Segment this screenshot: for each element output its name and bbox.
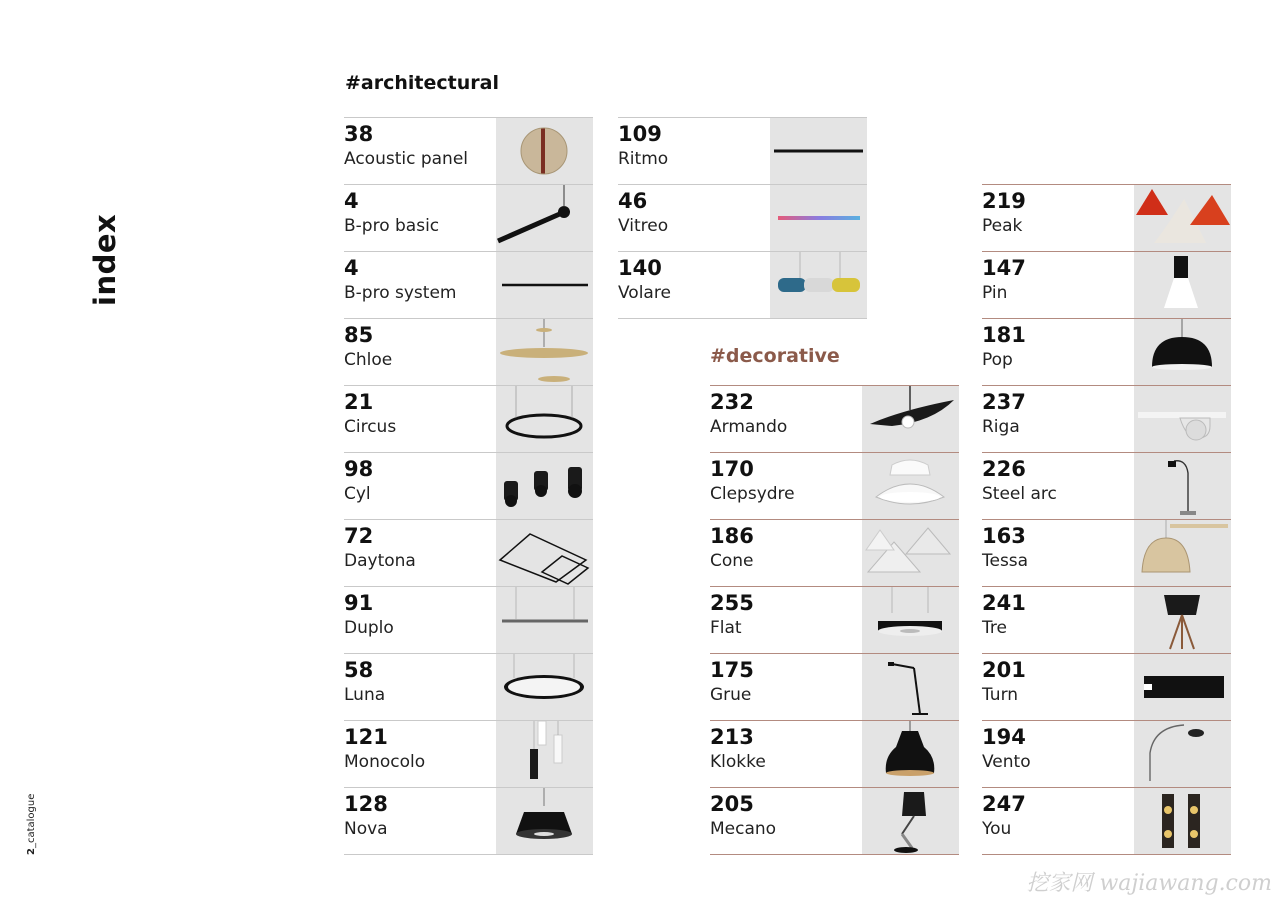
index-entry-volare bbox=[618, 251, 867, 319]
entry-product-name: Peak bbox=[982, 216, 1023, 236]
entry-page-number: 247 bbox=[982, 792, 1026, 816]
index-entry-armando bbox=[710, 385, 959, 452]
entry-product-name: Acoustic panel bbox=[344, 149, 469, 169]
entry-product-name: Flat bbox=[710, 618, 742, 638]
page-title: index bbox=[88, 213, 122, 306]
entry-product-name: Vitreo bbox=[618, 216, 669, 236]
entry-product-name: Turn bbox=[982, 685, 1019, 705]
index-entry-tessa bbox=[982, 519, 1231, 586]
entry-page-number: 232 bbox=[710, 390, 754, 414]
entry-product-name: Steel arc bbox=[982, 484, 1057, 504]
entry-page-number: 98 bbox=[344, 457, 374, 481]
tessa-icon bbox=[1134, 520, 1231, 586]
entry-product-name: Pin bbox=[982, 283, 1008, 303]
vitreo-icon bbox=[770, 185, 867, 251]
ritmo-icon bbox=[770, 118, 867, 184]
index-entry-vitreo bbox=[618, 184, 867, 251]
entry-product-name: B-pro system bbox=[344, 283, 457, 303]
entry-product-name: Volare bbox=[618, 283, 671, 303]
nova-icon bbox=[496, 788, 593, 854]
entry-page-number: 85 bbox=[344, 323, 374, 347]
entry-page-number: 213 bbox=[710, 725, 754, 749]
entry-product-name: B-pro basic bbox=[344, 216, 440, 236]
index-entry-nova bbox=[344, 787, 593, 855]
b-pro-basic-icon bbox=[496, 185, 593, 251]
index-entry-luna bbox=[344, 653, 593, 720]
page-label: _catalogue bbox=[26, 793, 37, 849]
index-entry-mecano bbox=[710, 787, 959, 855]
entry-product-name: Riga bbox=[982, 417, 1020, 437]
daytona-icon bbox=[496, 520, 593, 586]
vento-icon bbox=[1134, 721, 1231, 787]
entry-product-name: Grue bbox=[710, 685, 752, 705]
index-entry-pop bbox=[982, 318, 1231, 385]
entry-page-number: 72 bbox=[344, 524, 374, 548]
entry-page-number: 201 bbox=[982, 658, 1026, 682]
tre-icon bbox=[1134, 587, 1231, 653]
index-entry-riga bbox=[982, 385, 1231, 452]
turn-icon bbox=[1134, 654, 1231, 720]
mecano-icon bbox=[862, 788, 959, 854]
index-entry-chloe bbox=[344, 318, 593, 385]
klokke-icon bbox=[862, 721, 959, 787]
entry-product-name: Daytona bbox=[344, 551, 416, 571]
entry-page-number: 46 bbox=[618, 189, 648, 213]
steel-arc-icon bbox=[1134, 453, 1231, 519]
entry-page-number: 255 bbox=[710, 591, 754, 615]
entry-page-number: 91 bbox=[344, 591, 374, 615]
entry-product-name: Circus bbox=[344, 417, 397, 437]
entry-page-number: 194 bbox=[982, 725, 1026, 749]
entry-page-number: 219 bbox=[982, 189, 1026, 213]
riga-icon bbox=[1134, 386, 1231, 452]
cone-icon bbox=[862, 520, 959, 586]
entry-product-name: Nova bbox=[344, 819, 388, 839]
decorative-column-1 bbox=[710, 385, 959, 855]
entry-page-number: 186 bbox=[710, 524, 754, 548]
peak-icon bbox=[1134, 185, 1231, 251]
entry-page-number: 128 bbox=[344, 792, 388, 816]
acoustic-panel-icon bbox=[496, 118, 593, 184]
index-entry-flat bbox=[710, 586, 959, 653]
page-footer bbox=[26, 794, 37, 855]
entry-page-number: 205 bbox=[710, 792, 754, 816]
circus-icon bbox=[496, 386, 593, 452]
index-entry-clepsydre bbox=[710, 452, 959, 519]
index-entry-b-pro-system bbox=[344, 251, 593, 318]
duplo-icon bbox=[496, 587, 593, 653]
entry-page-number: 163 bbox=[982, 524, 1026, 548]
index-entry-klokke bbox=[710, 720, 959, 787]
luna-icon bbox=[496, 654, 593, 720]
entry-product-name: Chloe bbox=[344, 350, 393, 370]
entry-page-number: 58 bbox=[344, 658, 374, 682]
entry-product-name: Cyl bbox=[344, 484, 371, 504]
index-entry-peak bbox=[982, 184, 1231, 251]
index-entry-b-pro-basic bbox=[344, 184, 593, 251]
entry-page-number: 121 bbox=[344, 725, 388, 749]
entry-page-number: 241 bbox=[982, 591, 1026, 615]
index-entry-cone bbox=[710, 519, 959, 586]
decorative-column-2 bbox=[982, 184, 1231, 855]
index-entry-daytona bbox=[344, 519, 593, 586]
entry-product-name: Tessa bbox=[982, 551, 1029, 571]
page-number: 2 bbox=[26, 848, 37, 855]
monocolo-icon bbox=[496, 721, 593, 787]
volare-icon bbox=[770, 252, 867, 318]
index-entry-steel-arc bbox=[982, 452, 1231, 519]
entry-page-number: 170 bbox=[710, 457, 754, 481]
index-entry-cyl bbox=[344, 452, 593, 519]
architectural-column-2 bbox=[618, 117, 867, 319]
clepsydre-icon bbox=[862, 453, 959, 519]
entry-product-name: Luna bbox=[344, 685, 386, 705]
entry-product-name: Clepsydre bbox=[710, 484, 795, 504]
index-entry-ritmo bbox=[618, 117, 867, 184]
watermark: 挖家网 wajiawang.com bbox=[1026, 871, 1272, 896]
entry-product-name: Armando bbox=[710, 417, 788, 437]
entry-product-name: Ritmo bbox=[618, 149, 669, 169]
index-entry-circus bbox=[344, 385, 593, 452]
entry-page-number: 147 bbox=[982, 256, 1026, 280]
entry-product-name: You bbox=[982, 819, 1012, 839]
index-entry-you bbox=[982, 787, 1231, 855]
grue-icon bbox=[862, 654, 959, 720]
you-icon bbox=[1134, 788, 1231, 854]
section-architectural-heading: #architectural bbox=[345, 72, 499, 94]
index-entry-pin bbox=[982, 251, 1231, 318]
entry-product-name: Duplo bbox=[344, 618, 394, 638]
entry-product-name: Cone bbox=[710, 551, 754, 571]
flat-icon bbox=[862, 587, 959, 653]
entry-product-name: Vento bbox=[982, 752, 1031, 772]
pop-icon bbox=[1134, 319, 1231, 385]
entry-product-name: Mecano bbox=[710, 819, 777, 839]
architectural-column-1 bbox=[344, 117, 593, 855]
index-entry-tre bbox=[982, 586, 1231, 653]
entry-page-number: 21 bbox=[344, 390, 374, 414]
entry-page-number: 226 bbox=[982, 457, 1026, 481]
section-decorative-heading: #decorative bbox=[710, 345, 840, 367]
b-pro-system-icon bbox=[496, 252, 593, 318]
entry-product-name: Tre bbox=[982, 618, 1007, 638]
chloe-icon bbox=[496, 319, 593, 385]
armando-icon bbox=[862, 386, 959, 452]
entry-page-number: 4 bbox=[344, 189, 359, 213]
entry-page-number: 38 bbox=[344, 122, 374, 146]
entry-page-number: 140 bbox=[618, 256, 662, 280]
cyl-icon bbox=[496, 453, 593, 519]
index-entry-monocolo bbox=[344, 720, 593, 787]
index-entry-duplo bbox=[344, 586, 593, 653]
entry-page-number: 4 bbox=[344, 256, 359, 280]
index-entry-grue bbox=[710, 653, 959, 720]
pin-icon bbox=[1134, 252, 1231, 318]
entry-product-name: Pop bbox=[982, 350, 1013, 370]
entry-page-number: 109 bbox=[618, 122, 662, 146]
entry-product-name: Klokke bbox=[710, 752, 766, 772]
index-entry-vento bbox=[982, 720, 1231, 787]
entry-product-name: Monocolo bbox=[344, 752, 426, 772]
entry-page-number: 237 bbox=[982, 390, 1026, 414]
index-entry-acoustic-panel bbox=[344, 117, 593, 184]
entry-page-number: 175 bbox=[710, 658, 754, 682]
index-entry-turn bbox=[982, 653, 1231, 720]
entry-page-number: 181 bbox=[982, 323, 1026, 347]
